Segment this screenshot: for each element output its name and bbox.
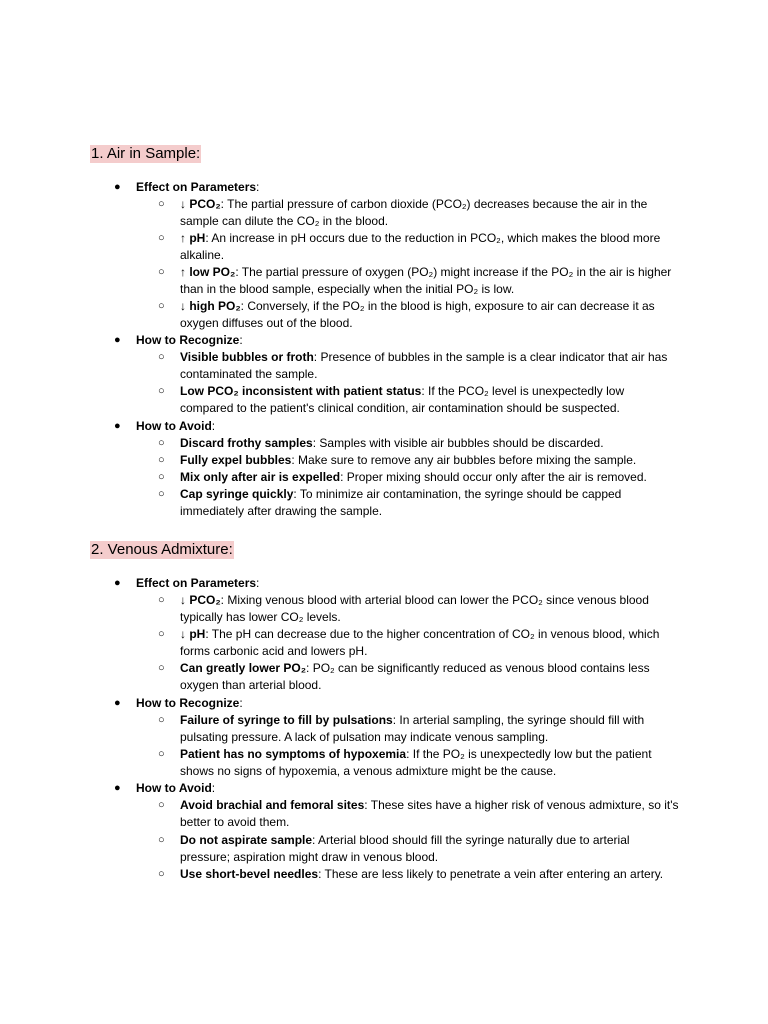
- list-item: Failure of syringe to fill by pulsations: In arterial sampling, the syringe should fill with pulsating pressure. A lack of pulsation may indicate venous sampling.: [180, 713, 645, 745]
- bullet-circle-icon: ○: [158, 454, 165, 466]
- group-label: How to Avoid:: [136, 781, 216, 795]
- list-item: Use short-bevel needles: These are less likely to penetrate a vein after entering an artery.: [180, 867, 664, 881]
- bullet-circle-icon: ○: [158, 488, 165, 500]
- group-label: How to Avoid:: [136, 419, 216, 433]
- group-label: How to Recognize:: [136, 696, 243, 710]
- bullet-disc-icon: ●: [114, 420, 121, 432]
- list-item: ↓ high PO₂: Conversely, if the PO₂ in the blood is high, exposure to air can decrease it as oxygen diffuses out of the blood.: [180, 299, 655, 331]
- bullet-circle-icon: ○: [158, 748, 165, 760]
- group-label: Effect on Parameters:: [136, 576, 260, 590]
- bullet-circle-icon: ○: [158, 437, 165, 449]
- bullet-circle-icon: ○: [158, 198, 165, 210]
- list-item: ↓ PCO₂: Mixing venous blood with arterial blood can lower the PCO₂ since venous blood typically has lower CO₂ levels.: [180, 593, 649, 625]
- group-label: Effect on Parameters:: [136, 180, 260, 194]
- list-item: Visible bubbles or froth: Presence of bubbles in the sample is a clear indicator that air has contaminated the sample.: [180, 350, 668, 382]
- bullet-circle-icon: ○: [158, 471, 165, 483]
- list-item: ↑ low PO₂: The partial pressure of oxygen (PO₂) might increase if the PO₂ in the air is higher than in the blood sample, especially when the initial PO₂ is low.: [180, 265, 672, 297]
- bullet-circle-icon: ○: [158, 385, 165, 397]
- bullet-disc-icon: ●: [114, 782, 121, 794]
- list-item: Patient has no symptoms of hypoxemia: If the PO₂ is unexpectedly low but the patient shows no signs of hypoxemia, a venous admixture might be the cause.: [180, 747, 652, 779]
- bullet-circle-icon: ○: [158, 714, 165, 726]
- section-heading: 1. Air in Sample:: [91, 145, 201, 162]
- bullet-circle-icon: ○: [158, 834, 165, 846]
- section-heading: 2. Venous Admixture:: [91, 541, 233, 558]
- bullet-circle-icon: ○: [158, 799, 165, 811]
- list-item: Can greatly lower PO₂: PO₂ can be significantly reduced as venous blood contains less oxygen than arterial blood.: [180, 661, 650, 693]
- group-label: How to Recognize:: [136, 333, 243, 347]
- bullet-circle-icon: ○: [158, 594, 165, 606]
- list-item: Mix only after air is expelled: Proper mixing should occur only after the air is removed.: [180, 470, 647, 484]
- bullet-circle-icon: ○: [158, 662, 165, 674]
- list-item: Fully expel bubbles: Make sure to remove any air bubbles before mixing the sample.: [180, 453, 637, 467]
- list-item: Cap syringe quickly: To minimize air contamination, the syringe should be capped immediately after drawing the sample.: [180, 487, 622, 519]
- list-item: Discard frothy samples: Samples with visible air bubbles should be discarded.: [180, 436, 604, 450]
- bullet-circle-icon: ○: [158, 351, 165, 363]
- bullet-circle-icon: ○: [158, 266, 165, 278]
- list-item: ↑ pH: An increase in pH occurs due to the reduction in PCO₂, which makes the blood more alkaline.: [180, 231, 661, 263]
- bullet-circle-icon: ○: [158, 868, 165, 880]
- list-item: Low PCO₂ inconsistent with patient status: If the PCO₂ level is unexpectedly low compared to the patient's clinical condition, air contamination should be suspected.: [180, 384, 625, 416]
- list-item: Avoid brachial and femoral sites: These sites have a higher risk of venous admixture, so it's better to avoid them.: [180, 798, 679, 830]
- bullet-disc-icon: ●: [114, 577, 121, 589]
- bullet-circle-icon: ○: [158, 628, 165, 640]
- bullet-disc-icon: ●: [114, 334, 121, 346]
- list-item: ↓ PCO₂: The partial pressure of carbon dioxide (PCO₂) decreases because the air in the sample can dilute the CO₂ in the blood.: [180, 197, 648, 229]
- bullet-disc-icon: ●: [114, 181, 121, 193]
- list-item: Do not aspirate sample: Arterial blood should fill the syringe naturally due to arterial pressure; aspiration might draw in venous blood.: [180, 833, 630, 865]
- list-item: ↓ pH: The pH can decrease due to the higher concentration of CO₂ in venous blood, which forms carbonic acid and lowers pH.: [180, 627, 660, 659]
- bullet-disc-icon: ●: [114, 697, 121, 709]
- bullet-circle-icon: ○: [158, 232, 165, 244]
- bullet-circle-icon: ○: [158, 300, 165, 312]
